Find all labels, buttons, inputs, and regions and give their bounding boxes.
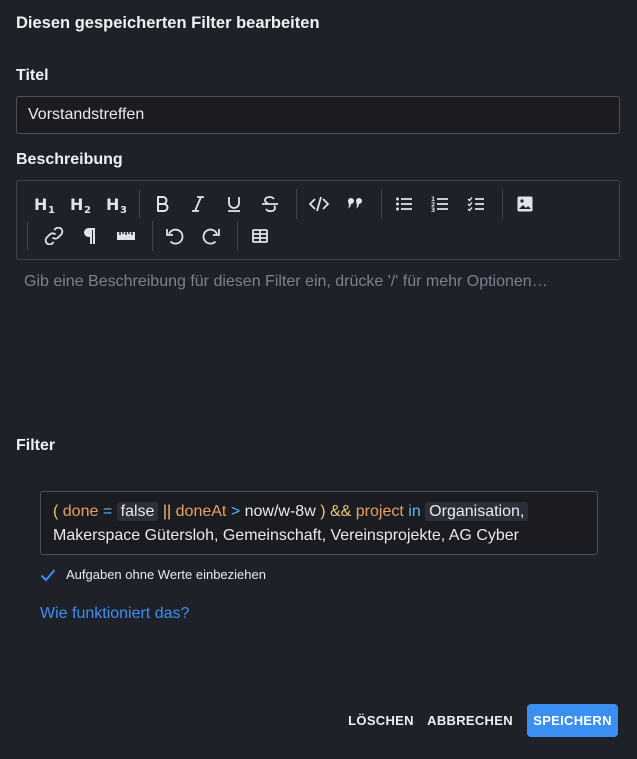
svg-text:3: 3 xyxy=(120,205,127,214)
filter-token-value: now/w-8w xyxy=(244,503,316,520)
checkmark-icon xyxy=(40,568,56,582)
code-icon[interactable] xyxy=(305,191,333,217)
dialog-title: Diesen gespeicherten Filter bearbeiten xyxy=(16,14,320,32)
delete-button[interactable]: LÖSCHEN xyxy=(344,704,418,737)
svg-text:H: H xyxy=(70,195,84,214)
include-nulls-checkbox[interactable] xyxy=(40,567,266,582)
toolbar-divider xyxy=(27,221,28,251)
svg-text:H: H xyxy=(106,195,120,214)
ordered-list-icon[interactable] xyxy=(426,191,454,217)
image-icon[interactable] xyxy=(511,191,539,217)
horizontal-rule-icon[interactable] xyxy=(112,223,140,249)
include-nulls-label: Aufgaben ohne Werte einbeziehen xyxy=(66,567,266,582)
save-button[interactable]: SPEICHERN xyxy=(527,704,618,737)
toolbar-divider xyxy=(502,189,503,219)
description-placeholder: Gib eine Beschreibung für diesen Filter ein, drücke '/' für mehr Optionen… xyxy=(24,273,548,290)
svg-text:H: H xyxy=(34,195,48,214)
filter-token-field: project xyxy=(355,503,404,520)
svg-text:1: 1 xyxy=(48,205,55,214)
filter-token-or: || xyxy=(162,503,172,520)
bold-icon[interactable] xyxy=(148,191,176,217)
filter-token-value: false xyxy=(117,502,159,521)
heading-2-icon[interactable] xyxy=(67,191,95,217)
title-label: Titel xyxy=(16,67,49,84)
svg-text:3: 3 xyxy=(431,207,436,213)
filter-token-operator: in xyxy=(408,503,421,520)
strikethrough-icon[interactable] xyxy=(256,191,284,217)
toolbar-divider xyxy=(152,221,153,251)
italic-icon[interactable] xyxy=(184,191,212,217)
table-icon[interactable] xyxy=(246,223,274,249)
underline-icon[interactable] xyxy=(220,191,248,217)
filter-token-paren: ( xyxy=(53,503,59,520)
undo-icon[interactable] xyxy=(161,223,189,249)
editor-toolbar xyxy=(16,180,620,260)
description-label: Beschreibung xyxy=(16,151,123,168)
toolbar-divider xyxy=(381,189,382,219)
svg-text:1: 1 xyxy=(431,196,436,203)
toolbar-divider xyxy=(237,221,238,251)
svg-text:2: 2 xyxy=(84,205,91,214)
filter-token-and: && xyxy=(329,503,352,520)
bullet-list-icon[interactable] xyxy=(390,191,418,217)
cancel-button[interactable]: ABBRECHEN xyxy=(424,704,516,737)
filter-token-operator: = xyxy=(102,503,113,520)
heading-1-icon[interactable] xyxy=(31,191,59,217)
link-icon[interactable] xyxy=(40,223,68,249)
filter-token-value: Makerspace Gütersloh, Gemeinschaft, Vereinsprojekte, AG Cyber xyxy=(53,527,519,544)
heading-3-icon[interactable] xyxy=(103,191,131,217)
toolbar-divider xyxy=(296,189,297,219)
help-link[interactable]: Wie funktioniert das? xyxy=(40,605,190,622)
filter-token-field: done xyxy=(62,503,99,520)
redo-icon[interactable] xyxy=(197,223,225,249)
task-list-icon[interactable] xyxy=(462,191,490,217)
filter-label: Filter xyxy=(16,437,56,454)
filter-token-paren: ) xyxy=(320,503,326,520)
filter-token-field: doneAt xyxy=(175,503,227,520)
filter-token-operator: > xyxy=(230,503,241,520)
paragraph-icon[interactable] xyxy=(76,223,104,249)
svg-text:2: 2 xyxy=(431,201,436,209)
toolbar-divider xyxy=(139,189,140,219)
filter-query-input[interactable] xyxy=(40,491,598,555)
description-editor[interactable] xyxy=(16,262,620,412)
filter-token-value: Organisation, xyxy=(425,502,528,521)
title-input[interactable] xyxy=(16,96,620,134)
quote-icon[interactable] xyxy=(341,191,369,217)
